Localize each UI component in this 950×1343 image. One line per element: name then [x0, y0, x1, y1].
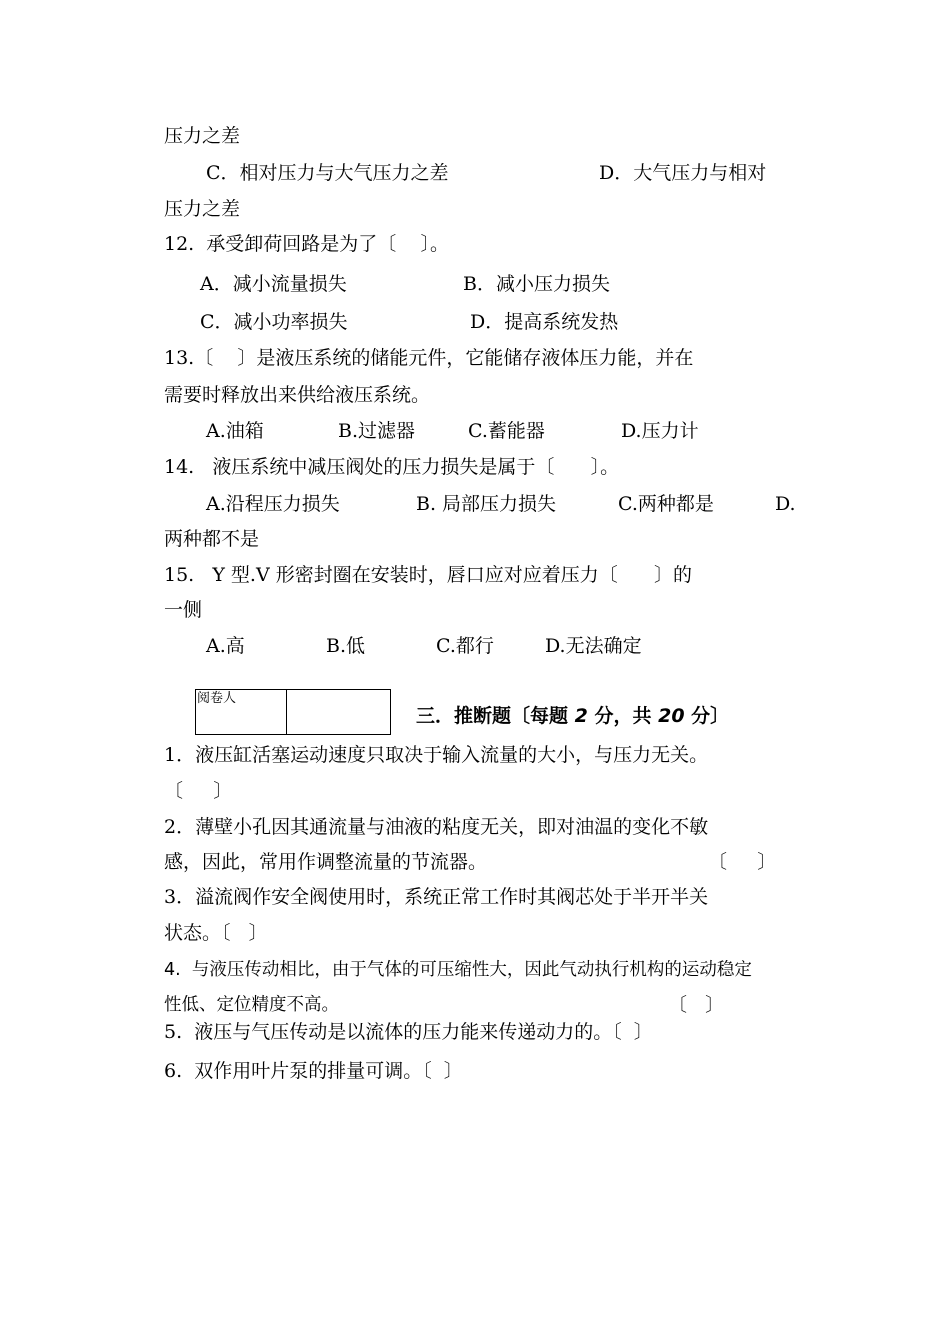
- tf-q5: 5. 液压与气压传动是以流体的压力能来传递动力的。〔 〕: [164, 1021, 653, 1043]
- section-points-total: 20: [658, 705, 685, 727]
- q13-option-c: C.蓄能器: [468, 420, 545, 442]
- q13-option-a: A.油箱: [206, 420, 264, 442]
- tf-q1-bracket: 〔 〕: [164, 780, 233, 802]
- tf-q3-line2: 状态。〔 〕: [164, 922, 268, 944]
- q14-option-a: A.沿程压力损失: [206, 493, 340, 515]
- tf-q1-line1: 1．液压缸活塞运动速度只取决于输入流量的大小，与压力无关。: [164, 744, 709, 766]
- q11-option-d: D．大气压力与相对: [599, 162, 767, 184]
- tf-q4-line1: 4. 与液压传动相比，由于气体的可压缩性大，因此气动执行机构的运动稳定: [164, 960, 752, 980]
- tf-q3-line1: 3．溢流阀作安全阀使用时，系统正常工作时其阀芯处于半开半关: [164, 886, 709, 908]
- q15-stem-line2: 一侧: [164, 599, 203, 621]
- tf-q2-line2: 感，因此，常用作调整流量的节流器。: [164, 851, 488, 873]
- q12-option-d: D．提高系统发热: [470, 311, 619, 333]
- q11-option-c: C．相对压力与大气压力之差: [206, 162, 449, 184]
- tf-q4-line2: 性低、定位精度不高。: [164, 995, 339, 1015]
- q14-option-d-continued: 两种都不是: [164, 528, 260, 550]
- q13-option-d: D.压力计: [621, 420, 699, 442]
- q14-option-b: B. 局部压力损失: [416, 493, 557, 515]
- tf-q4-bracket: 〔 〕: [668, 994, 725, 1016]
- q12-option-c: C．减小功率损失: [200, 311, 348, 333]
- section-title: [416, 703, 729, 729]
- q15-stem-line1: 15. Y 型.V 形密封圈在安装时，唇口应对应着压力〔 〕的: [164, 564, 692, 586]
- q14-option-d: D.: [775, 493, 796, 515]
- tf-q6: 6. 双作用叶片泵的排量可调。〔 〕: [164, 1060, 463, 1082]
- q15-option-c: C.都行: [436, 635, 494, 657]
- q13-option-b: B.过滤器: [338, 420, 416, 442]
- q13-stem-line1: 13.〔 〕是液压系统的储能元件，它能储存液体压力能，并在: [164, 347, 694, 369]
- q11-text-line1: 压力之差: [164, 125, 241, 147]
- q14-option-c: C.两种都是: [618, 493, 714, 515]
- grader-box-divider: [286, 690, 287, 734]
- q12-stem: 12. 承受卸荷回路是为了〔 〕。: [164, 233, 449, 255]
- grader-label: 阅卷人: [197, 691, 237, 706]
- tf-q2-bracket: 〔 〕: [708, 851, 777, 873]
- section-title-part1: 三．推断题〔每题: [416, 705, 575, 727]
- q14-stem: 14. 液压系统中减压阀处的压力损失是属于〔 〕。: [164, 456, 620, 478]
- q12-option-a: A．减小流量损失: [200, 273, 347, 295]
- tf-q2-line1: 2．薄壁小孔因其通流量与油液的粘度无关，即对油温的变化不敏: [164, 816, 709, 838]
- section-points-each: 2: [574, 705, 588, 727]
- section-title-part2: 分，共: [587, 705, 659, 727]
- q13-stem-line2: 需要时释放出来供给液压系统。: [164, 384, 431, 406]
- q15-option-d: D.无法确定: [545, 635, 642, 657]
- q11-text-line3: 压力之差: [164, 198, 241, 220]
- q15-option-b: B.低: [326, 635, 366, 657]
- section-title-part3: 分〕: [684, 705, 730, 727]
- grader-box: [195, 689, 391, 735]
- q12-option-b: B．减小压力损失: [463, 273, 610, 295]
- q15-option-a: A.高: [206, 635, 245, 657]
